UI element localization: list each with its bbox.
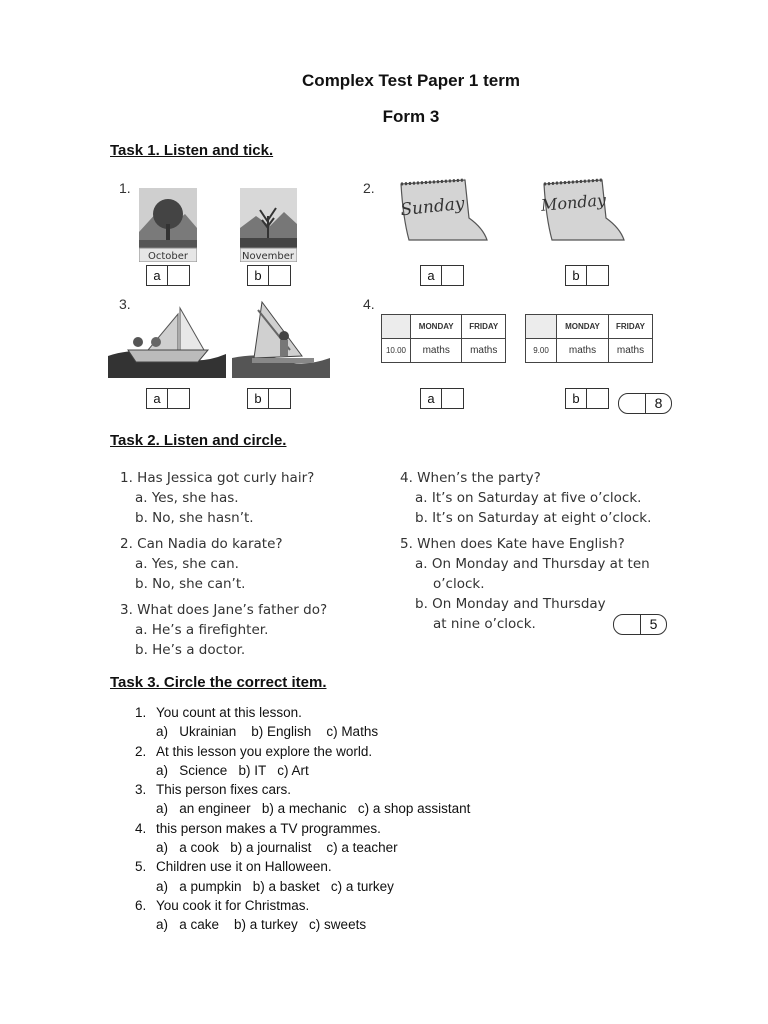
task2-score-box xyxy=(613,614,667,635)
october-tree-image xyxy=(139,188,197,262)
monday-calendar-image xyxy=(540,178,628,246)
item-number: 3. xyxy=(119,296,131,312)
option-b-continued: at nine o’clock. xyxy=(433,616,536,632)
item-number: 1. xyxy=(119,180,131,196)
task3-list xyxy=(135,703,635,935)
option-b[interactable]: b. He’s a doctor. xyxy=(135,642,246,658)
box-letter: a xyxy=(421,266,442,285)
option-a-continued: o’clock. xyxy=(433,576,485,592)
question: 5. When does Kate have English? xyxy=(400,536,625,552)
task3-heading: Task 3. Circle the correct item. xyxy=(110,674,327,691)
box-letter: b xyxy=(566,266,587,285)
task2-right-column xyxy=(400,468,660,634)
item-number: 4. xyxy=(135,820,147,836)
tick-box-b[interactable] xyxy=(565,388,609,409)
item-number: 2. xyxy=(135,743,147,759)
timetable-header: FRIDAY xyxy=(608,315,652,339)
item-number: 5. xyxy=(135,859,147,875)
tick-box-a[interactable] xyxy=(420,265,464,286)
option-a[interactable]: a. Yes, she has. xyxy=(135,490,239,506)
october-label: October xyxy=(147,251,189,262)
box-letter: a xyxy=(147,266,168,285)
timetable-time: 9.00 xyxy=(526,339,557,363)
item-options[interactable]: a) a cake b) a turkey c) sweets xyxy=(156,917,367,933)
timetable-header: FRIDAY xyxy=(462,315,506,339)
item-question: Children use it on Halloween. xyxy=(156,859,332,875)
timetable-cell: maths xyxy=(557,339,609,363)
item-number: 1. xyxy=(135,705,147,720)
sailing-boat-image xyxy=(108,306,226,378)
tick-box-a[interactable] xyxy=(146,388,190,409)
tick-box-b[interactable] xyxy=(247,265,291,286)
page-title: Complex Test Paper 1 term xyxy=(302,71,520,90)
score-value: 8 xyxy=(645,394,671,413)
option-b[interactable]: b. It’s on Saturday at eight o’clock. xyxy=(415,510,652,526)
option-b[interactable]: b. No, she hasn’t. xyxy=(135,510,254,526)
list-item xyxy=(135,703,635,722)
list-item xyxy=(135,780,635,799)
task1-heading: Task 1. Listen and tick. xyxy=(110,142,274,159)
box-letter: b xyxy=(566,389,587,408)
box-letter: b xyxy=(248,266,269,285)
timetable-header: MONDAY xyxy=(557,315,609,339)
list-item xyxy=(135,742,635,761)
item-number: 6. xyxy=(135,897,147,913)
item-options[interactable]: a) an engineer b) a mechanic c) a shop assistant xyxy=(156,801,471,817)
question: 4. When’s the party? xyxy=(400,470,541,486)
box-letter: b xyxy=(248,389,269,408)
november-label: November xyxy=(241,251,295,262)
item-question: This person fixes cars. xyxy=(156,782,292,798)
timetable-time: 10.00 xyxy=(382,339,411,363)
item-question: You count at this lesson. xyxy=(156,705,302,720)
box-letter: a xyxy=(421,389,442,408)
score-value: 5 xyxy=(640,615,666,634)
question: 2. Can Nadia do karate? xyxy=(120,536,283,552)
item-number: 2. xyxy=(363,180,375,196)
task2-left-column xyxy=(120,468,380,660)
item-question: At this lesson you explore the world. xyxy=(156,743,373,759)
item-number: 3. xyxy=(135,782,147,798)
item-options[interactable]: a) Science b) IT c) Art xyxy=(156,762,309,778)
item-question: this person makes a TV programmes. xyxy=(156,820,381,836)
option-a[interactable]: a. Yes, she can. xyxy=(135,556,239,572)
list-item xyxy=(135,819,635,838)
tick-box-a[interactable] xyxy=(146,265,190,286)
item-options[interactable]: a) a pumpkin b) a basket c) a turkey xyxy=(156,878,394,894)
timetable-a xyxy=(381,314,506,363)
tick-box-a[interactable] xyxy=(420,388,464,409)
list-item xyxy=(135,857,635,876)
option-b[interactable]: b. No, she can’t. xyxy=(135,576,246,592)
task2-heading: Task 2. Listen and circle. xyxy=(110,432,287,449)
item-options[interactable]: a) a cook b) a journalist c) a teacher xyxy=(156,840,398,856)
item-options[interactable]: a) Ukrainian b) English c) Maths xyxy=(156,724,379,740)
timetable-cell: maths xyxy=(608,339,652,363)
tick-box-b[interactable] xyxy=(247,388,291,409)
option-a[interactable]: a. He’s a firefighter. xyxy=(135,622,269,638)
option-b[interactable]: b. On Monday and Thursday xyxy=(415,596,606,612)
november-tree-image xyxy=(240,188,297,262)
page-subtitle: Form 3 xyxy=(382,107,440,126)
timetable-cell: maths xyxy=(411,339,462,363)
question: 1. Has Jessica got curly hair? xyxy=(120,470,315,486)
item-question: You cook it for Christmas. xyxy=(156,897,310,913)
sunday-label: Sunday xyxy=(399,193,466,221)
timetable-header: MONDAY xyxy=(411,315,462,339)
list-item xyxy=(135,896,635,915)
timetable-b xyxy=(525,314,653,363)
windsurfing-image xyxy=(232,300,330,378)
option-a[interactable]: a. On Monday and Thursday at ten xyxy=(415,556,650,572)
sunday-calendar-image xyxy=(395,178,491,246)
item-number: 4. xyxy=(363,296,375,312)
task1-score-box xyxy=(618,393,672,414)
question: 3. What does Jane’s father do? xyxy=(120,602,328,618)
tick-box-b[interactable] xyxy=(565,265,609,286)
timetable-cell: maths xyxy=(462,339,506,363)
box-letter: a xyxy=(147,389,168,408)
monday-label: Monday xyxy=(540,190,607,215)
option-a[interactable]: a. It’s on Saturday at five o’clock. xyxy=(415,490,642,506)
